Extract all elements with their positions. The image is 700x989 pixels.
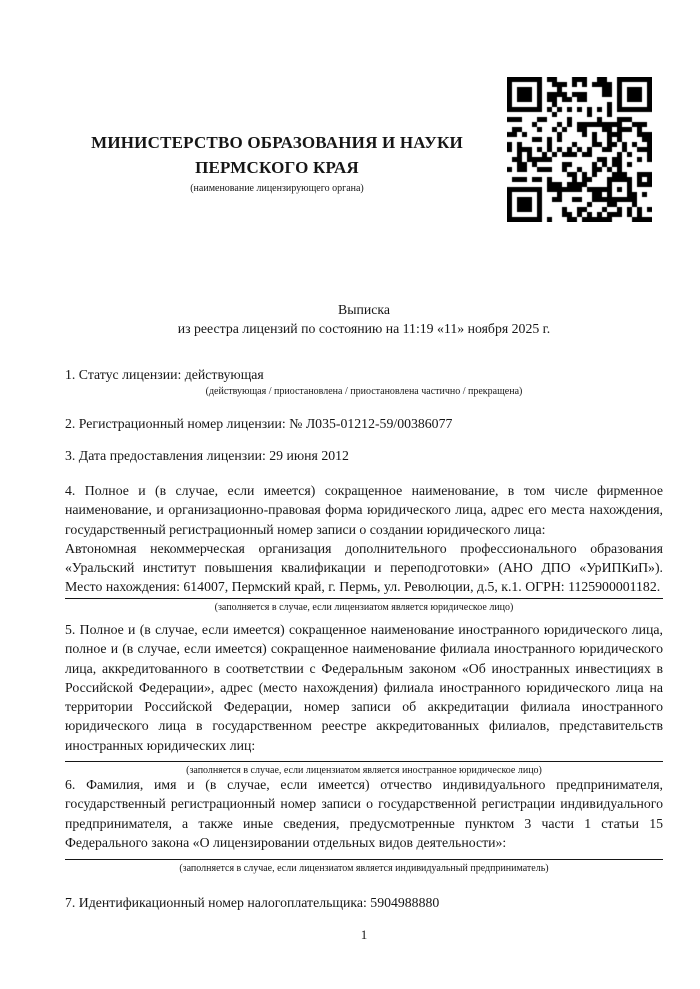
document-title-block bbox=[65, 300, 663, 339]
item-legal-entity-caption: (заполняется в случае, если лицензиатом является юридическое лицо) bbox=[214, 601, 514, 613]
item-legal-entity-value: Автономная некоммерческая организация дополнительного профессионального образования «Уральский институт повышения квалификации и переподготовки» (АНО ДПО «УрИПКиП»). Место нахождения: 614007, Пермский край, г. Пермь, ул. Революции, д.5, к.1. ОГРН: 1125900001182. bbox=[65, 539, 663, 599]
item-individual-entrepreneur-label: 6. Фамилия, имя и (в случае, если имеется) отчество индивидуального предпринимателя, государственный регистрационный номер записи о государственной регистрации индивидуального предпринимателя, а также иные сведения, предусмотренные пунктом 3 части 1 статьи 15 Федерального закона «О лицензировании отдельных видов деятельности»: bbox=[65, 777, 663, 850]
item-legal-entity bbox=[65, 481, 663, 614]
fill-in-line bbox=[65, 859, 663, 860]
item-foreign-entity bbox=[65, 620, 663, 777]
item-legal-entity-label: 4. Полное и (в случае, если имеется) сокращенное наименование, в том числе фирменное наименование, и организационно-правовая форма юридического лица, адрес его места нахождения, государственный регистрационный номер записи о создании юридического лица: bbox=[65, 483, 663, 537]
ministry-name-line2: ПЕРМСКОГО КРАЯ bbox=[195, 158, 359, 177]
item-registration-number: 2. Регистрационный номер лицензии: № Л035-01212-59/00386077 bbox=[65, 416, 453, 431]
document-title: Выписка bbox=[338, 302, 390, 317]
item-foreign-entity-label: 5. Полное и (в случае, если имеется) сокращенное наименование иностранного юридического лица, полное и (в случае, если имеется) сокращенное наименование филиала иностранного юридического лица, аккредитованного в соответствии с Федеральным законом «Об иностранных инвестициях в Российской Федерации», адрес (место нахождения) филиала иностранного юридического лица на территории Российской Федерации, номер записи об аккредитации филиала иностранного юридического лица в государственном реестре аккредитованных филиалов, представительств иностранных юридических лиц: bbox=[65, 622, 663, 753]
item-individual-entrepreneur bbox=[65, 775, 663, 875]
item-license-status-caption: (действующая / приостановлена / приостановлена частично / прекращена) bbox=[205, 386, 523, 397]
document-subtitle: из реестра лицензий по состоянию на 11:19 «11» ноября 2025 г. bbox=[177, 321, 551, 337]
ministry-caption: (наименование лицензирующего органа) bbox=[190, 183, 364, 194]
item-license-grant-date: 3. Дата предоставления лицензии: 29 июня 2012 bbox=[65, 448, 349, 463]
item-taxpayer-number: 7. Идентификационный номер налогоплательщика: 5904988880 bbox=[65, 895, 440, 910]
document-body bbox=[65, 0, 663, 989]
item-license-status: 1. Статус лицензии: действующая bbox=[65, 367, 264, 382]
ministry-name-line1: МИНИСТЕРСТВО ОБРАЗОВАНИЯ И НАУКИ bbox=[91, 133, 463, 152]
item-foreign-entity-caption: (заполняется в случае, если лицензиатом является иностранное юридическое лицо) bbox=[186, 765, 542, 777]
fill-in-line bbox=[65, 761, 663, 762]
page-number: 1 bbox=[360, 927, 368, 942]
item-individual-entrepreneur-caption: (заполняется в случае, если лицензиатом является индивидуальный предприниматель) bbox=[179, 863, 549, 875]
